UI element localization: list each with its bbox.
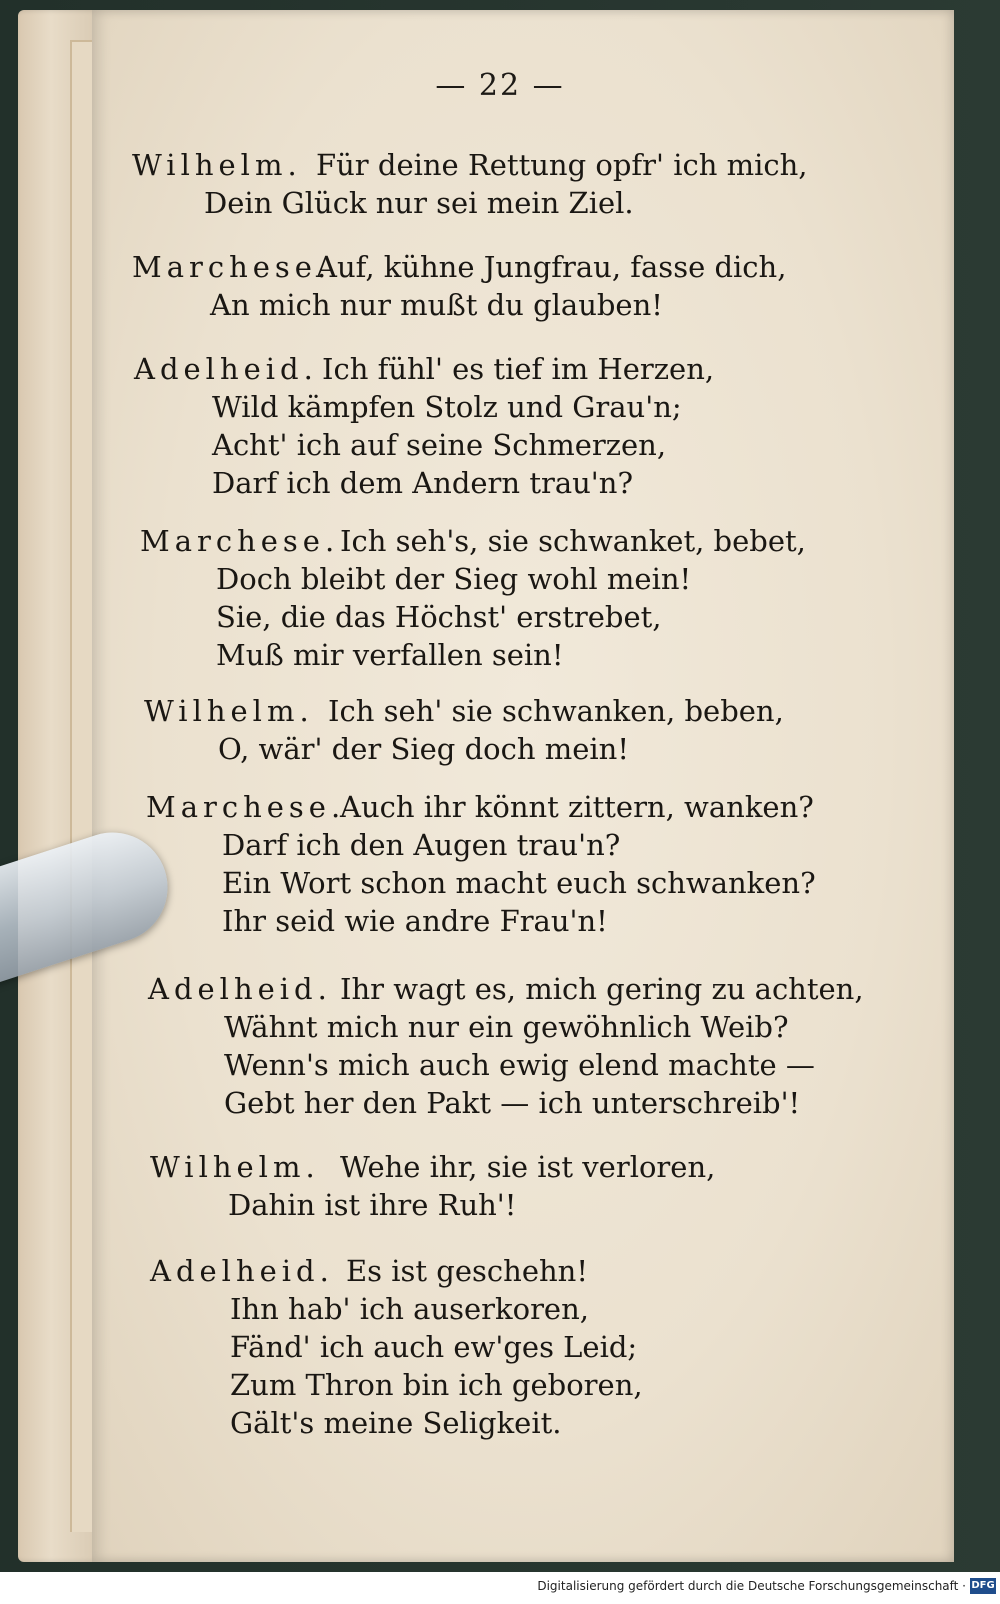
verse-line: Ich seh' sie schwanken, beben, [328,694,784,728]
verse-line: Wenn's mich auch ewig elend machte — [224,1048,815,1082]
verse-line: Darf ich dem Andern trau'n? [212,466,633,500]
verse-line: O, wär' der Sieg doch mein! [218,732,629,766]
speaker-name: Marchese. [132,250,332,284]
speaker-name: Wilhelm. [150,1150,320,1184]
verse-line: Wähnt mich nur ein gewöhnlich Weib? [224,1010,789,1044]
speaker-name: Adelheid. [148,972,332,1006]
verse-line: Wehe ihr, sie ist verloren, [340,1150,716,1184]
speaker-name: Wilhelm. [132,148,302,182]
speaker-name: Marchese. [140,524,340,558]
speaker-name: Adelheid. [150,1254,334,1288]
speaker-name: Adelheid. [134,352,318,386]
verse-line: Auch ihr könnt zittern, wanken? [340,790,814,824]
verse-line: Doch bleibt der Sieg wohl mein! [216,562,692,596]
verse-line: Auf, kühne Jungfrau, fasse dich, [316,250,787,284]
verse-line: Ich seh's, sie schwanket, bebet, [340,524,806,558]
verse-line: Gält's meine Seligkeit. [230,1406,562,1440]
verse-line: Fänd' ich auch ew'ges Leid; [230,1330,638,1364]
footer-credit: Digitalisierung gefördert durch die Deutsche Forschungsgemeinschaft · [537,1579,966,1593]
page-edge-stack [18,10,100,1562]
verse-line: Zum Thron bin ich geboren, [230,1368,643,1402]
verse-line: Es ist geschehn! [346,1254,588,1288]
dfg-logo: DFG [970,1578,996,1594]
verse-line: Ihr wagt es, mich gering zu achten, [340,972,864,1006]
verse-line: Für deine Rettung opfr' ich mich, [316,148,808,182]
verse-line: Wild kämpfen Stolz und Grau'n; [212,390,682,424]
verse-line: Muß mir verfallen sein! [216,638,564,672]
verse-line: Ihr seid wie andre Frau'n! [222,904,608,938]
speaker-name: Wilhelm. [144,694,314,728]
verse-line: Ein Wort schon macht euch schwanken? [222,866,816,900]
verse-line: Darf ich den Augen trau'n? [222,828,621,862]
verse-line: Dein Glück nur sei mein Ziel. [204,186,634,220]
verse-line: Acht' ich auf seine Schmerzen, [212,428,667,462]
verse-line: Gebt her den Pakt — ich unterschreib'! [224,1086,801,1120]
speaker-name: Marchese. [146,790,346,824]
verse-line: Ich fühl' es tief im Herzen, [322,352,715,386]
verse-line: Ihn hab' ich auserkoren, [230,1292,589,1326]
page-number: — 22 — [435,68,565,103]
verse-line: Dahin ist ihre Ruh'! [228,1188,517,1222]
verse-line: An mich nur mußt du glauben! [210,288,663,322]
verse-line: Sie, die das Höchst' erstrebet, [216,600,662,634]
